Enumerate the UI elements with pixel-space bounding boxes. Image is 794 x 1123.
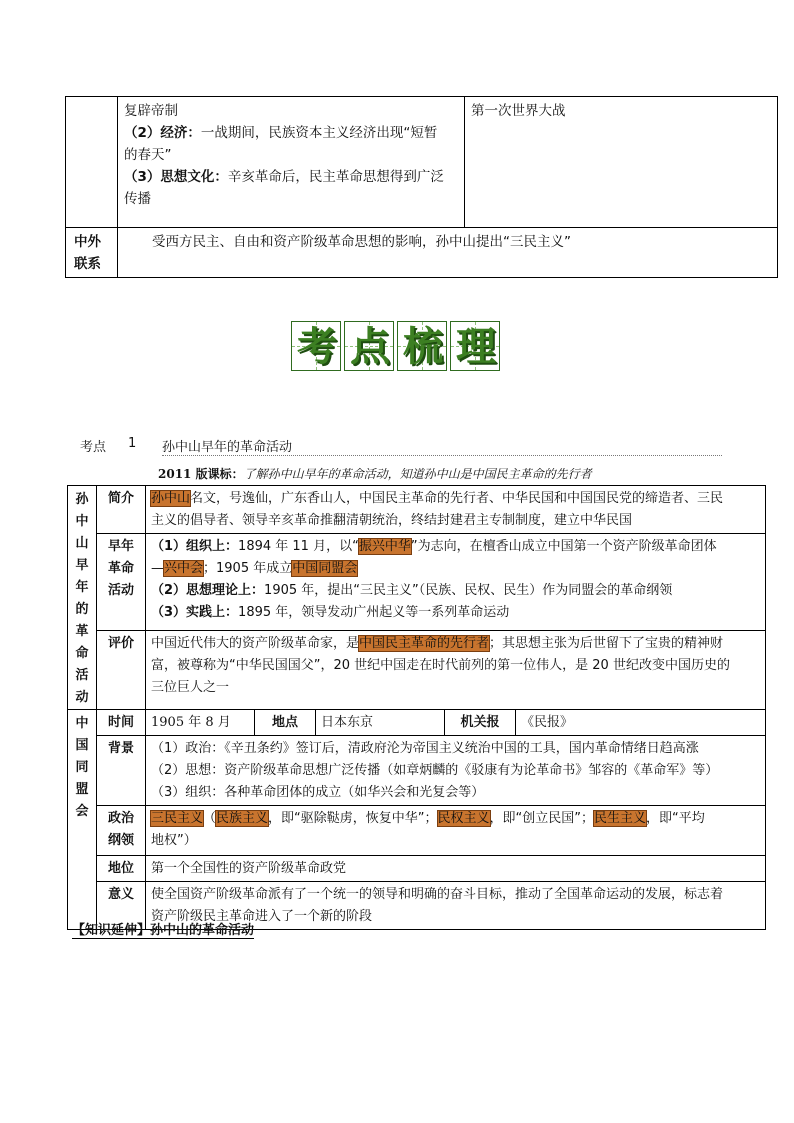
standard-label: 2011 版课标：	[158, 467, 244, 481]
intro-highlight: 孙中山	[151, 491, 191, 506]
background-label: 背景	[97, 736, 146, 806]
slogan-highlight: 振兴中华	[358, 539, 411, 555]
culture-text-cont: 传播	[124, 191, 151, 207]
extension-label: 【知识延伸】	[72, 923, 151, 938]
intro-label: 简介	[97, 486, 146, 534]
xingzhonghui-highlight: 兴中会	[164, 561, 204, 577]
logo-char-1: 考	[297, 323, 337, 370]
pioneer-highlight: 中国民主革命的先行者	[359, 636, 490, 652]
evaluation-cell: 中国近代伟大的资产阶级革命家，是中国民主革命的先行者；其思想主张为后世留下了宝贵的精神财 富，被尊称为“中华民国国父”，20 世纪中国走在时代前列的第一位伟人，是 20 世纪改变中国历史的 三位巨人之一	[146, 631, 766, 710]
extension-title: 孙中山的革命活动	[150, 923, 255, 938]
restoration-text: 复辟帝制	[124, 103, 178, 119]
top-table-left-cell	[118, 97, 465, 228]
top-table-label-cell	[66, 97, 118, 228]
time-label: 时间	[97, 710, 146, 736]
paper-label: 机关报	[445, 710, 516, 736]
time-value: 1905 年 8 月	[146, 710, 255, 736]
early-cell: （1）组织上：1894 年 11 月，以“振兴中华”为志向，在檀香山成立中国第一个资产阶级革命团体 —兴中会；1905 年成立中国同盟会 （2）思想理论上：1905 年，提出“三民主义”（民族、民权、民生）作为同盟会的革命纲领 （3）实践上：1895 年，领导发动广州起义等一系列革命运动	[146, 534, 766, 631]
status-text: 第一个全国性的资产阶级革命政党	[146, 856, 766, 882]
culture-text: 辛亥革命后，民主革命思想得到广泛	[227, 169, 444, 185]
program-label: 政治 纲领	[97, 806, 146, 856]
knowledge-extension	[72, 919, 254, 939]
intro-cell: 孙中山名文，号逸仙，广东香山人，中国民主革命的先行者、中华民国和中国国民党的缔造者、三民 主义的倡导者、领导辛亥革命推翻清朝统治，终结封建君主专制制度，建立中华民国	[146, 486, 766, 534]
logo-char-3: 梳	[403, 323, 443, 370]
democracy-highlight: 民权主义	[437, 811, 490, 826]
section-title: 孙中山早年的革命活动	[162, 436, 722, 456]
paper-value: 《民报》	[516, 710, 766, 736]
economy-text-cont: 的春天”	[124, 147, 172, 163]
meaning-cell: 使全国资产阶级革命派有了一个统一的领导和明确的奋斗目标，推动了全国革命运动的发展，标志着 资产阶级民主革命进入了一个新的阶段	[146, 882, 766, 930]
world-war-text: 第一次世界大战	[471, 103, 566, 119]
livelihood-highlight: 民生主义	[594, 811, 647, 826]
background-cell: （1）政治：《辛丑条约》签订后，清政府沦为帝国主义统治中国的工具，国内革命情绪日趋高涨 （2）思想：资产阶级革命思想广泛传播（如章炳麟的《驳康有为论革命书》邹容的《革命军》等） （3）组织：各种革命团体的成立（如华兴会和光复会等）	[146, 736, 766, 806]
section-prefix: 考点	[80, 440, 107, 455]
culture-label: （3）思想文化：	[124, 169, 228, 185]
economy-label: （2）经济：	[124, 125, 201, 141]
standard-text: 了解孙中山早年的革命活动，知道孙中山是中国民主革命的先行者	[243, 467, 592, 481]
section-number: 1	[128, 436, 137, 451]
economy-text: 一战期间，民族资本主义经济出现“短暂	[200, 125, 438, 141]
curriculum-standard	[158, 465, 592, 482]
place-value: 日本东京	[316, 710, 445, 736]
sun-block-title: 孙 中 山 早 年 的 革 命 活 动	[68, 486, 97, 710]
nationalism-highlight: 民族主义	[216, 811, 269, 826]
status-label: 地位	[97, 856, 146, 882]
three-principles-highlight: 三民主义	[151, 811, 204, 826]
logo-char-2: 点	[350, 323, 390, 370]
evaluation-label: 评价	[97, 631, 146, 710]
kaodian-shuli-logo	[291, 321, 503, 374]
meaning-label: 意义	[97, 882, 146, 930]
sun-yatsen-table	[67, 485, 766, 930]
program-cell: 三民主义（民族主义，即“驱除鞑虏，恢复中华”；民权主义，即“创立民国”；民生主义，即“平均 地权”）	[146, 806, 766, 856]
league-block-title: 中 国 同 盟 会	[68, 710, 97, 930]
logo-char-4: 理	[456, 323, 496, 370]
foreign-link-text: 受西方民主、自由和资产阶级革命思想的影响，孙中山提出“三民主义”	[118, 228, 778, 278]
foreign-link-label: 中外 联系	[66, 228, 118, 278]
tongmenghui-highlight: 中国同盟会	[292, 561, 358, 577]
top-table	[65, 96, 778, 278]
early-label: 早年 革命 活动	[97, 534, 146, 631]
section-heading	[80, 436, 720, 454]
place-label: 地点	[255, 710, 316, 736]
top-table-right-cell	[465, 97, 778, 228]
